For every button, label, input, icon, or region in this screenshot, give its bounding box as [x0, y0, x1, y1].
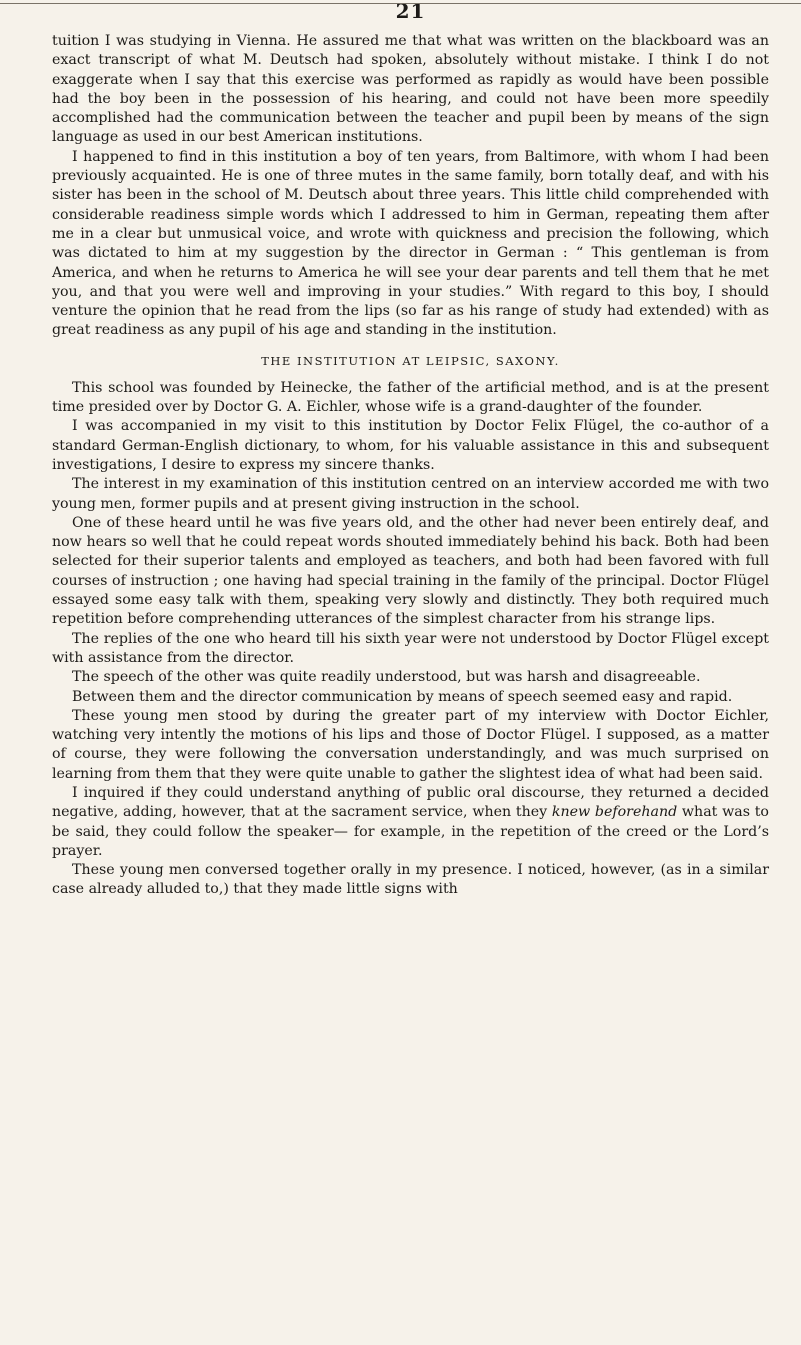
paragraph-11-end: what was to be said, they could follow the speaker— for example, in the repetition of the creed or the Lord’s prayer. [52, 804, 769, 859]
paragraph-11 [52, 784, 769, 861]
page-number: 21 [52, 0, 769, 22]
paragraph-5: The interest in my examination of this institution centred on an interview accorded me with two young men, former pupils and at present giving instruction in the school. [52, 476, 769, 512]
section-heading: THE INSTITUTION AT LEIPSIC, SAXONY. [261, 353, 560, 368]
paragraph-2: I happened to find in this institution a boy of ten years, from Baltimore, with whom I had been previously acquainted. He is one of three mutes in the same family, born totally deaf, and with his sister has been in the school of M. Deutsch about three years. This little child comprehended with considerable readiness simple words which I addressed to him in German, repeating them after me in a clear but unmusical voice, and wrote with quickness and precision the following, which was dictated to him at my suggestion by the director in German : “ This gentleman is from America, and when he returns to America he will see your dear parents and tell them that he met you, and that you were well and improving in your studies.” With regard to this boy, I should venture the opinion that he read from the lips (so far as his range of study had extended) with as great readiness as any pupil of his age and standing in the institution. [52, 148, 769, 339]
text-body [52, 32, 769, 900]
paragraph-10: These young men stood by during the greater part of my interview with Doctor Eichler, watching very intently the motions of his lips and those of Doctor Flügel. I supposed, as a matter of course, they were following the conversation understandingly, and was much surprised on learning from them that they were quite unable to gather the slightest idea of what had been said. [52, 707, 769, 782]
paragraph-4: I was accompanied in my visit to this institution by Doctor Felix Flügel, the co-author of a standard German-English dictionary, to whom, for his valuable assistance in this and subsequent investigations, I desire to express my sincere thanks. [52, 418, 769, 473]
paragraph-7: The replies of the one who heard till his sixth year were not understood by Doctor Flügel except with assistance from the director. [52, 630, 769, 666]
paragraph-11-italic: knew beforehand [551, 804, 678, 821]
paragraph-12: These young men conversed together orally in my presence. I noticed, however, (as in a similar case already alluded to,) that they made little signs with [52, 862, 769, 898]
paragraph-11-start: I inquired if they could understand anything of public oral discourse, they returned a decided negative, adding, however, that at the sacrament service, when they [52, 784, 769, 821]
paragraph-1: tuition I was studying in Vienna. He assured me that what was written on the blackboard was an exact transcript of what M. Deutsch had spoken, absolutely without mistake. I think I do not exaggerate when I say that this exercise was performed as rapidly as would have been possible had the boy been in the possession of his hearing, and could not have been more speedily accomplished had the communication between the teacher and pupil been by means of the sign language as used in our best American institutions. [52, 33, 769, 146]
paragraph-8: The speech of the other was quite readily understood, but was harsh and disagreeable. [72, 669, 701, 686]
book-page [52, 0, 769, 1345]
paragraph-6: One of these heard until he was five years old, and the other had never been entirely deaf, and now hears so well that he could repeat words shouted immediately behind his back. Both had been selected for their superior talents and employed as teachers, and both had been favored with full courses of instruction ; one having had special training in the family of the principal. Doctor Flügel essayed some easy talk with them, speaking very slowly and distinctly. They both required much repetition before comprehending utterances of the simplest character from his strange lips. [52, 514, 769, 628]
paragraph-3: This school was founded by Heinecke, the father of the artificial method, and is at the present time presided over by Doctor G. A. Eichler, whose wife is a grand-daughter of the founder. [52, 379, 769, 416]
paragraph-9: Between them and the director communication by means of speech seemed easy and rapid. [72, 688, 733, 705]
